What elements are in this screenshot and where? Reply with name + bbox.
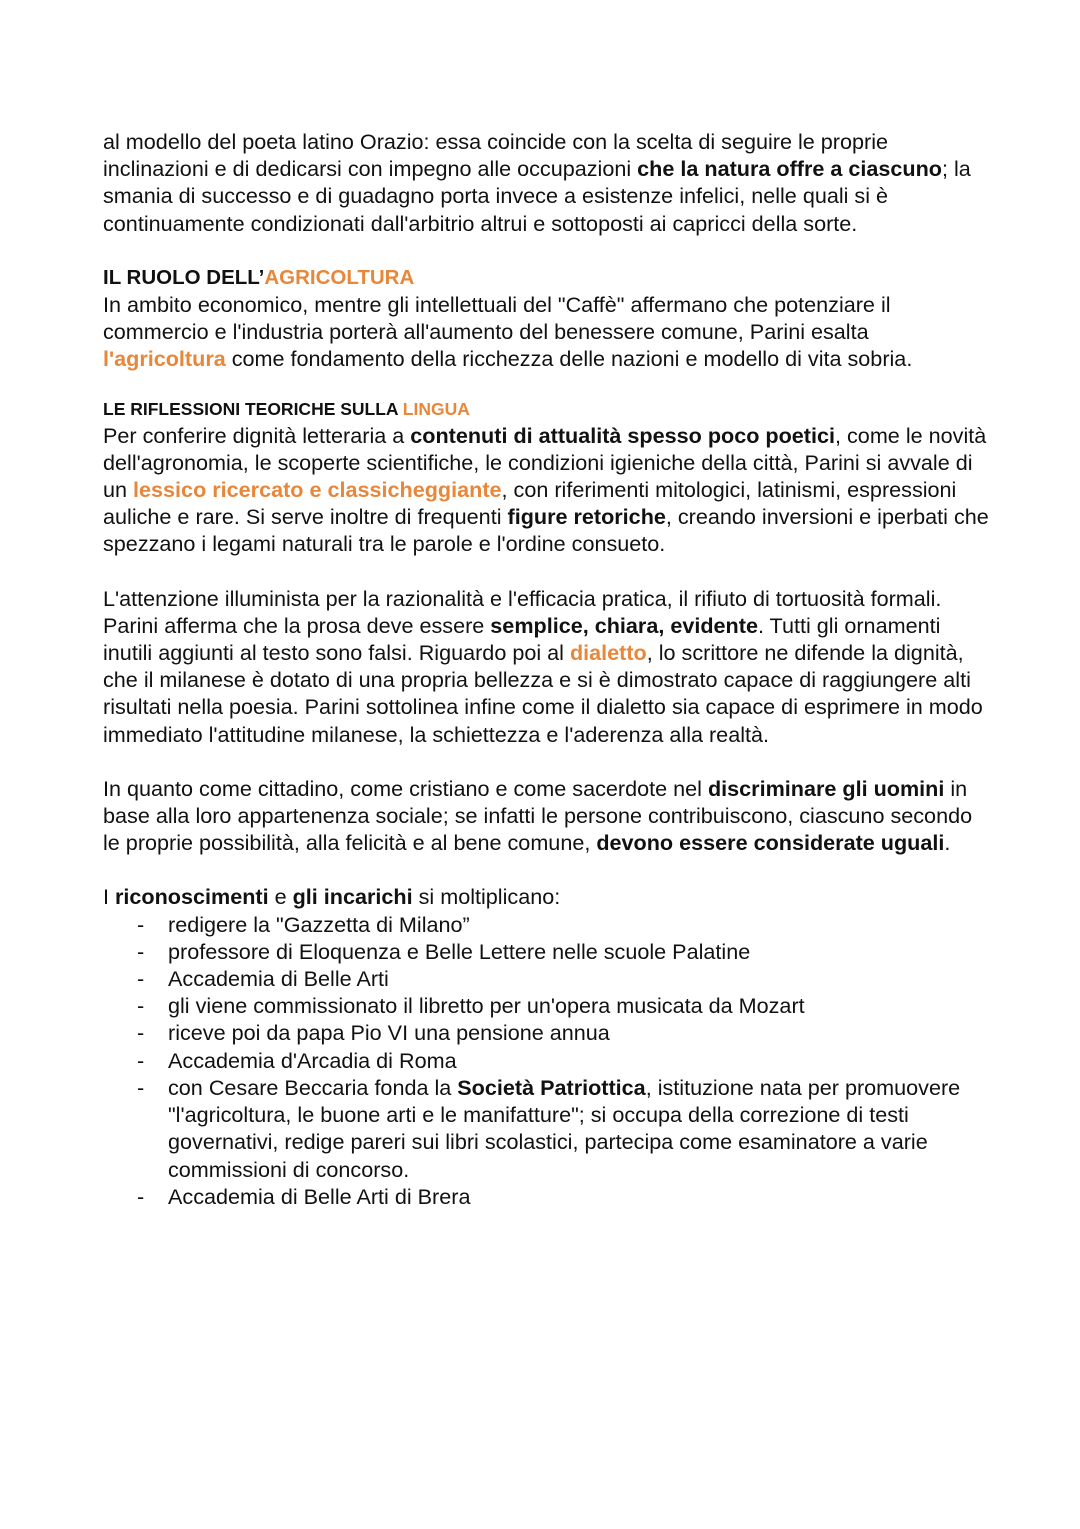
bold-text: gli incarichi <box>292 884 413 910</box>
heading-text: IL RUOLO DELL’ <box>103 265 265 289</box>
text: come fondamento della ricchezza delle nazioni e modello di vita sobria. <box>225 346 913 372</box>
heading-highlight: LINGUA <box>402 398 470 419</box>
bold-text: contenuti di attualità spesso poco poetici <box>410 422 836 448</box>
bold-text: discriminare gli uomini <box>707 775 945 801</box>
text: al modello del poeta latino Orazio: essa coincide con la scelta di seguire le proprie inclinazioni e di dedicarsi con impegno alle occupazioni <box>103 129 889 182</box>
list-item <box>103 1074 993 1183</box>
text: ; la smania di successo e di guadagno porta invece a esistenze infelici, nelle quali si è continuamente condizionati dall'arbitrio altrui e sottoposti ai capricci della sorte. <box>103 156 971 236</box>
bold-text: riconoscimenti <box>115 884 269 910</box>
text: con Cesare Beccaria fonda la <box>168 1074 458 1100</box>
text: I <box>103 884 115 910</box>
text: si moltiplicano: <box>412 884 561 910</box>
paragraph-uguaglianza <box>103 775 993 857</box>
text: , lo scrittore ne difende la dignità, che il milanese è dotato di una propria bellezza e si è dimostrato capace di raggiungere alti risultati nella poesia. Parini sottolinea infine come il dialetto sia capace di esprimere in modo immediato l'attitudine milanese, la schiettezza e l'aderenza alla realtà. <box>103 640 983 747</box>
paragraph-orazio <box>103 128 993 237</box>
list-item: - riceve poi da papa Pio VI una pensione annua <box>103 1019 993 1046</box>
text: In ambito economico, mentre gli intellettuali del "Caffè" affermano che potenziare il commercio e l'industria porterà all'aumento del benessere comune, Parini esalta <box>103 292 891 345</box>
list-item: - Accademia di Belle Arti di Brera <box>103 1183 993 1210</box>
text: , istituzione nata per promuovere "l'agricoltura, le buone arti e le manifatture"; si occupa della correzione di testi governativi, redige pareri sui libri scolastici, partecipa come esaminatore a varie commissioni di concorso. <box>168 1074 961 1182</box>
text: , creando inversioni e iperbati che spezzano i legami naturali tra le parole e l'ordine consueto. <box>103 504 989 557</box>
list-item: - gli viene commissionato il libretto per un'opera musicata da Mozart <box>103 992 993 1019</box>
paragraph-illuminista: L'attenzione illuminista per la razionalità e l'efficacia pratica, il rifiuto di tortuosità formali. <box>103 585 942 611</box>
paragraph-prosa <box>103 612 993 748</box>
document-body <box>103 128 993 1210</box>
text: Parini afferma che la prosa deve essere <box>103 612 491 638</box>
text: Per conferire dignità letteraria a <box>103 422 411 448</box>
list-item: - Accademia di Belle Arti <box>103 965 993 992</box>
list-item: - professore di Eloquenza e Belle Lettere nelle scuole Palatine <box>103 938 993 965</box>
incarichi-list <box>103 911 993 1210</box>
list-item: - redigere la "Gazzetta di Milano” <box>103 911 993 938</box>
text: , con riferimenti mitologici, latinismi, espressioni auliche e rare. Si serve inoltre di frequenti <box>103 477 957 530</box>
heading-agricoltura <box>103 264 993 291</box>
highlight-text: l'agricoltura <box>103 346 226 372</box>
paragraph-agricoltura <box>103 291 993 373</box>
text: , come le novità dell'agronomia, le scoperte scientifiche, le condizioni igieniche della città, Parini si avvale di un <box>103 422 987 503</box>
bold-text: Società Patriottica <box>457 1074 646 1100</box>
highlight-text: dialetto <box>569 640 647 666</box>
heading-highlight: AGRICOLTURA <box>264 265 415 289</box>
bold-text: figure retoriche <box>507 504 666 530</box>
heading-lingua <box>103 396 993 422</box>
text: In quanto come cittadino, come cristiano e come sacerdote nel <box>103 775 708 801</box>
highlight-text: lessico ricercato e classicheggiante <box>133 477 502 503</box>
text: . <box>944 830 951 856</box>
text: e <box>268 884 293 910</box>
heading-text: LE RIFLESSIONI TEORICHE SULLA <box>103 398 403 419</box>
paragraph-lingua <box>103 422 993 558</box>
bold-text: che la natura offre a ciascuno <box>637 156 942 182</box>
list-item: - Accademia d'Arcadia di Roma <box>103 1047 993 1074</box>
paragraph-riconoscimenti <box>103 883 993 910</box>
bold-text: semplice, chiara, evidente <box>490 612 758 638</box>
text: . Tutti gli ornamenti inutili aggiunti al testo sono falsi. Riguardo poi al <box>103 612 941 666</box>
bold-text: devono essere considerate uguali <box>596 830 945 856</box>
text: in base alla loro appartenenza sociale; se infatti le persone contribuiscono, ciascuno secondo le proprie possibilità, alla felicità e al bene comune, <box>103 775 973 856</box>
